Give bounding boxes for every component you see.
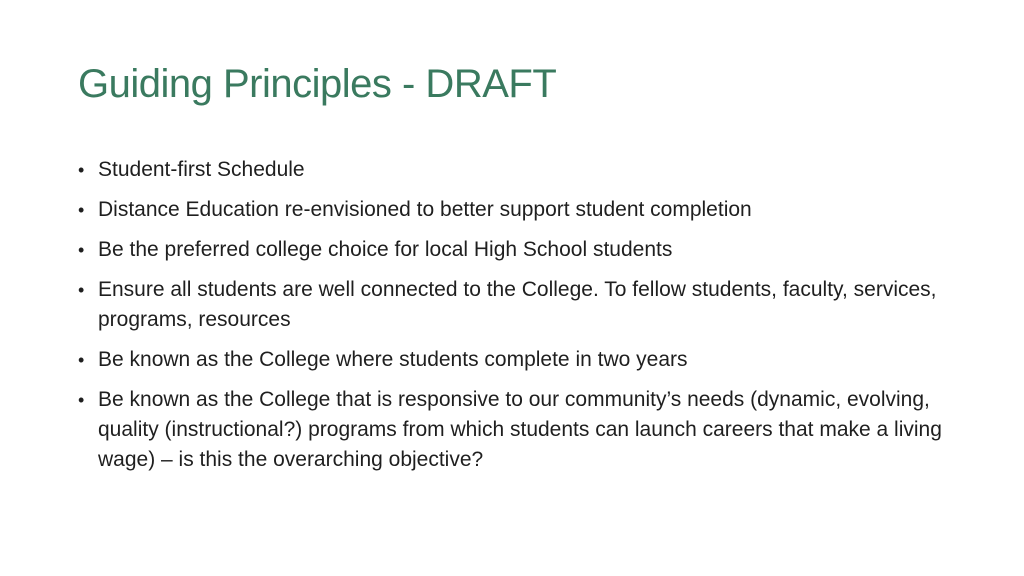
bullet-icon: •	[78, 240, 85, 260]
bullet-text: Be the preferred college choice for local High School students	[98, 238, 673, 261]
bullet-list	[78, 155, 958, 485]
bullet-text: Student-first Schedule	[98, 158, 305, 181]
bullet-item	[78, 195, 958, 225]
bullet-item	[78, 155, 958, 185]
bullet-icon: •	[78, 350, 85, 370]
bullet-icon: •	[78, 390, 85, 410]
bullet-text: Be known as the College where students complete in two years	[98, 348, 688, 371]
bullet-item	[78, 275, 958, 335]
bullet-item	[78, 235, 958, 265]
bullet-icon: •	[78, 200, 85, 220]
bullet-text: Ensure all students are well connected to the College. To fellow students, faculty, services, programs, resources	[98, 278, 937, 331]
bullet-text: Be known as the College that is responsive to our community’s needs (dynamic, evolving, quality (instructional?) programs from which students can launch careers that make a living wage) – is this the overarching objective?	[98, 388, 942, 471]
bullet-icon: •	[78, 160, 85, 180]
bullet-text: Distance Education re-envisioned to better support student completion	[98, 198, 752, 221]
bullet-icon: •	[78, 280, 85, 300]
bullet-item	[78, 345, 958, 375]
slide-title: Guiding Principles - DRAFT	[78, 62, 557, 106]
bullet-item	[78, 385, 958, 475]
